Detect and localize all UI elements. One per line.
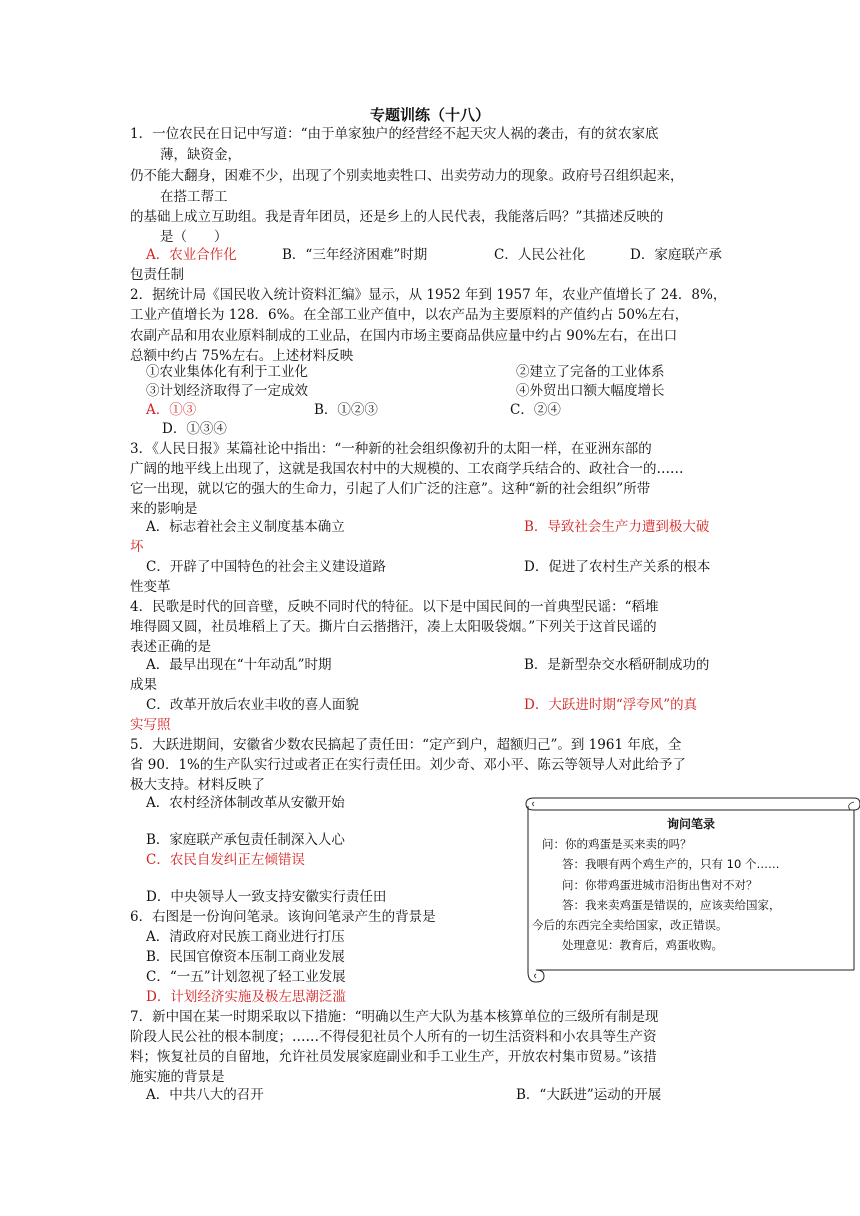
q6-line-1: 6．右图是一份询问笔录。该询问笔录产生的背景是 [130,909,436,925]
q1-option-d-cont: 包责任制 [130,267,184,283]
q2-option-d: D．①③④ [162,421,227,437]
q4-option-d: D．大跃进时期“浮夸风”的真 [524,697,698,713]
q4-option-c: C．改革开放后农业丰收的喜人面貌 [146,697,359,713]
record-answer-2-cont: 今后的东西完全卖给国家，改正错误。 [532,918,728,932]
record-question-2: 问：你带鸡蛋进城市沿街出售对不对？ [562,878,758,892]
q5-line-2: 省 90．1%的生产队实行过或者正在实行责任田。刘少奇、邓小平、陈云等领导人对此给予了 [130,757,686,773]
q7-line-1: 7．新中国在某一时期采取以下措施：“明确以生产大队为基本核算单位的三级所有制是现 [130,1009,659,1025]
q6-option-b: B．民国官僚资本压制工商业发展 [146,949,345,965]
interrogation-record-figure [520,794,860,986]
q7-line-4: 施实施的背景是 [130,1069,225,1085]
q7-line-2: 阶段人民公社的根本制度；……不得侵犯社员个人所有的一切生活资料和小农具等生产资 [130,1029,657,1045]
q2-option-c: C．②④ [510,402,561,418]
q1-line-6: 是（ ） [160,229,228,245]
q5-option-a: A．农村经济体制改革从安徽开始 [146,795,345,811]
record-title: 询问笔录 [666,817,715,831]
page-title: 专题训练（十八） [369,106,490,124]
q1-option-b: B．“三年经济困难”时期 [282,247,428,263]
q7-option-b: B．“大跃进”运动的开展 [516,1087,662,1103]
q2-statement-2: ②建立了完备的工业体系 [516,364,665,380]
q1-option-c: C．人民公社化 [494,247,586,263]
q1-line-3: 仍不能大翻身，困难不少，出现了个别卖地卖牲口、出卖劳动力的现象。政府号召组织起来， [130,168,684,184]
q4-option-b: B．是新型杂交水稻研制成功的 [524,657,710,673]
q2-option-b: B．①②③ [314,402,378,418]
q7-option-a: A．中共八大的召开 [146,1087,264,1103]
q2-statement-1: ①农业集体化有利于工业化 [146,364,308,380]
q5-option-d: D．中央领导人一致支持安徽实行责任田 [146,889,387,905]
q4-line-3: 表述正确的是 [130,639,211,655]
q2-line-4: 总额中约占 75%左右。上述材料反映 [130,348,354,364]
q2-statement-3: ③计划经济取得了一定成效 [146,383,308,399]
q2-line-3: 农副产品和用农业原料制成的工业品，在国内市场主要商品供应量中约占 90%左右，在出口 [130,328,678,344]
q5-option-b: B．家庭联产承包责任制深入人心 [146,832,345,848]
q4-option-d-cont: 实写照 [130,717,171,733]
q4-option-a: A．最早出现在“十年动乱”时期 [146,657,332,673]
q3-option-b: B．导致社会生产力遭到极大破 [524,519,710,535]
q1-line-1: 1．一位农民在日记中写道：“由于单家独户的经营经不起天灾人祸的袭击，有的贫农家底 [130,126,659,142]
q6-option-a: A．清政府对民族工商业进行打压 [146,929,345,945]
q2-line-1: 2．据统计局《国民收入统计资料汇编》显示，从 1952 年到 1957 年，农业产值增长了 24．8%， [130,287,727,303]
q6-option-c: C．“一五”计划忽视了轻工业发展 [146,969,346,985]
record-answer-2: 答：我来卖鸡蛋是错误的，应该卖给国家， [562,898,781,912]
record-disposition: 处理意见：教育后，鸡蛋收购。 [562,938,723,952]
q2-statement-4: ④外贸出口额大幅度增长 [516,383,665,399]
q3-line-2: 广阔的地平线上出现了，这就是我国农村中的大规模的、工农商学兵结合的、政社合一的…… [130,461,684,477]
q5-line-1: 5．大跃进期间，安徽省少数农民搞起了责任田：“定产到户，超额归己”。到 1961 年底，全 [130,737,682,753]
q2-option-a: A．①③ [146,402,197,418]
q1-option-d: D．家庭联产承 [630,247,722,263]
q3-option-c: C．开辟了中国特色的社会主义建设道路 [146,559,386,575]
q2-line-2: 工业产值增长为 128．6%。在全部工业产值中，以农产品为主要原料的产值约占 50%左右， [130,307,689,323]
q1-line-2: 薄，缺资金， [160,147,241,163]
q3-line-4: 来的影响是 [130,501,198,517]
record-question-1: 问：你的鸡蛋是买来卖的吗？ [542,837,692,851]
q3-option-a: A．标志着社会主义制度基本确立 [146,519,345,535]
q1-line-4: 在搭工帮工 [160,189,228,205]
q4-line-1: 4．民歌是时代的回音壁，反映不同时代的特征。以下是中国民间的一首典型民谣：“稻堆 [130,599,659,615]
q3-line-1: 3．《人民日报》某篇社论中指出：“一种新的社会组织像初升的太阳一样，在亚洲东部的 [130,441,652,457]
q3-option-d: D．促进了农村生产关系的根本 [524,559,711,575]
record-answer-1: 答：我喂有两个鸡生产的，只有 10 个…… [562,857,780,871]
q5-option-c: C．农民自发纠正左倾错误 [146,852,305,868]
q5-line-3: 极大支持。材料反映了 [130,777,265,793]
q6-option-d: D．计划经济实施及极左思潮泛滥 [146,989,346,1005]
q3-line-3: 它一出现，就以它的强大的生命力，引起了人们广泛的注意”。这种“新的社会组织”所带 [130,481,651,497]
q4-option-b-cont: 成果 [130,677,157,693]
q1-line-5: 的基础上成立互助组。我是青年团员，还是乡上的人民代表，我能落后吗？”其描述反映的 [130,209,664,225]
q3-option-b-cont: 坏 [130,539,144,555]
q3-option-d-cont: 性变革 [130,579,171,595]
q7-line-3: 料；恢复社员的自留地，允许社员发展家庭副业和手工业生产，开放农村集市贸易。”该措 [130,1049,657,1065]
q4-line-2: 堆得圆又圆，社员堆稻上了天。撕片白云揩揩汗，凑上太阳吸袋烟。”下列关于这首民谣的 [130,619,657,635]
q1-option-a: A．农业合作化 [146,247,237,263]
